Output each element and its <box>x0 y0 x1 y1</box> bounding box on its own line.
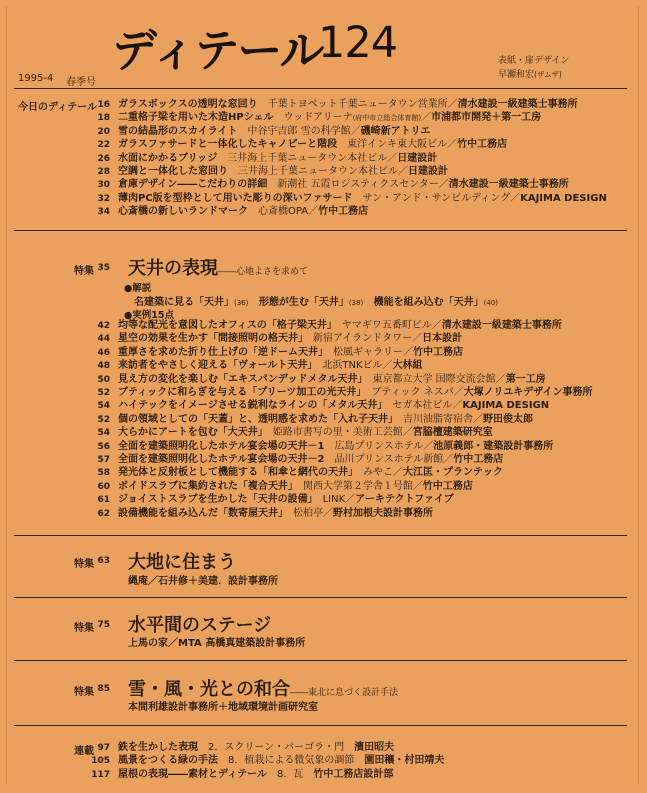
cover-credit <box>498 55 569 82</box>
feature3-title: 水平間のステージ <box>128 615 272 636</box>
case-item-designer: 宮脇檀建築研究室 <box>412 427 493 439</box>
case-item-project: 北浜TNKビル <box>322 360 383 372</box>
case-item-page: 46 <box>97 347 110 358</box>
feature3-label: 特集 <box>74 623 94 634</box>
case-item-designer: 大塚ノリユキデザイン事務所 <box>463 387 593 398</box>
case-item-designer: 竹中工務店 <box>422 480 473 492</box>
divider <box>14 535 627 536</box>
case-item-title: 星空の効果を生かす「間接照明の格天井」 <box>118 333 303 345</box>
case-item-designer: 池原義郎・建築設計事務所 <box>433 440 554 452</box>
case-item-page: 58 <box>97 468 110 479</box>
serial-item <box>118 769 393 781</box>
today-item: 空調と一体化した窓回り 三井海上千葉ニュータウン本社ビル／日建設計 <box>118 166 448 177</box>
today-item-designer: 竹中工務店 <box>318 206 369 218</box>
divider <box>14 660 627 661</box>
case-item-project: 関西大学第２学舎１号館 <box>302 480 413 492</box>
serial-item-page: 117 <box>91 769 110 780</box>
serial-item-episode: 8．瓦 <box>277 768 304 780</box>
case-item-page: 52 <box>97 388 110 398</box>
case-item: ブティックに和らぎを与える「プリーツ加工の光天井」 ブティック ネスパ／大塚ノリユキデザイン事務所 <box>118 387 593 398</box>
case-item-page: 52 <box>97 414 110 425</box>
today-item: ガラスボックスの透明な窓回り 千葉トヨペット千葉ニュータウン営業所／清水建設一級建築士事務所 <box>118 99 578 110</box>
issue-number: 124 <box>318 18 398 68</box>
case-item-project: 東京都立大学 国際交流会館 <box>372 373 496 385</box>
today-item-page: 34 <box>97 207 110 218</box>
today-item: 倉庫デザイン――こだわりの詳細 新潮社 五霞ロジスティクスセンター／清水建設一級建築士事務所 <box>118 179 569 191</box>
today-item-title: ガラスボックスの透明な窓回り <box>118 99 258 110</box>
case-item-project: セガ本社ビル <box>392 400 453 412</box>
case-item-project: ヤマギワ五番町ビル <box>341 320 432 331</box>
divider <box>14 725 627 726</box>
feature2-label: 特集 <box>74 559 94 570</box>
case-item-title: 来訪者をやさしく迎える「ヴォールト天井」 <box>118 360 313 372</box>
today-item-title: ガラスファサードと一体化したキャノピーと階段 <box>118 139 338 151</box>
serial-item-title: 屋根の表現――素材とディテール <box>118 768 267 780</box>
today-item-page: 32 <box>97 193 110 204</box>
case-item: 全面を建築照明化したホテル宴会場の天井－2 品川プリンスホテル新館／竹中工務店 <box>118 454 504 465</box>
today-item-title: 水面にかかるブリッジ <box>118 152 218 164</box>
case-item-project: 品川プリンスホテル新館 <box>334 454 444 465</box>
case-item-title: 個の領域としての「天蓋」と、透明感を求めた「入れ子天井」 <box>118 413 393 425</box>
case-item-project: 広島プリンスホテル <box>334 440 424 452</box>
serial-item-title: 鉄を生かした表現 <box>118 742 198 753</box>
case-item: ジョイストスラブを生かした「天井の設備」 LINK／アーキテクトファイブ <box>118 494 454 506</box>
case-item-title: 重厚さを求めた折り仕上げの「逆ドーム天井」 <box>118 346 323 358</box>
today-item-project: ウッドアリーナ <box>283 112 353 124</box>
case-item-designer: アーキテクトファイブ <box>355 494 454 506</box>
today-item-page: 16 <box>97 100 110 110</box>
case-item-title: 全面を建築照明化したホテル宴会場の天井－1 <box>118 440 325 452</box>
explain-item-page: (36) <box>234 299 249 307</box>
case-item: 来訪者をやさしく迎える「ヴォールト天井」 北浜TNKビル／大林組 <box>118 360 423 372</box>
feature2-designer: 石井修＋美建．設計事務所 <box>158 576 278 587</box>
case-item: 重厚さを求めた折り仕上げの「逆ドーム天井」 松風ギャラリー／竹中工務店 <box>118 346 463 358</box>
feature3-designer: MTA 高橋真建築設計事務所 <box>178 638 306 649</box>
today-item-designer: 磯崎新アトリエ <box>360 125 431 137</box>
today-item: 心斎橋の新しいランドマーク 心斎橋OPA／竹中工務店 <box>118 206 369 218</box>
case-item-project: 姫路市書写の里・美術工芸館 <box>272 427 403 439</box>
today-item-page: 30 <box>97 180 110 191</box>
serial-item-title: 風景をつくる緑の手法 <box>118 755 218 767</box>
case-item-title: 均等な配光を意図したオフィスの「格子梁天井」 <box>118 320 332 331</box>
serial-item-episode: 2．スクリーン・パーゴラ・門 <box>208 742 345 753</box>
case-item-title: 全面を建築照明化したホテル宴会場の天井－2 <box>118 454 325 465</box>
serial-item-author: 園田穰・村田靖夫 <box>364 755 445 767</box>
divider <box>14 88 627 89</box>
today-item: 二重格子梁を用いた木造HPシェル ウッドアリーナ(府中市立総合体育館)／市浦都市開発＋第一工房 <box>118 112 542 124</box>
serial-item <box>118 742 394 754</box>
issue-season: 春季号 <box>66 77 96 88</box>
today-item-title: 倉庫デザイン――こだわりの詳細 <box>118 179 268 191</box>
today-item-page: 18 <box>97 113 110 124</box>
today-item-designer: KAJIMA DESIGN <box>520 192 607 204</box>
serial-item-page: 97 <box>97 743 110 753</box>
case-item: 均等な配光を意図したオフィスの「格子梁天井」 ヤマギワ五番町ビル／清水建設一級建築士事務所 <box>118 320 562 331</box>
case-item-title: ボイドスラブに集約された「複合天井」 <box>118 480 293 492</box>
serial-item-author: 竹中工務店設計部 <box>313 768 394 780</box>
case-item: 星空の効果を生かす「間接照明の格天井」 新宿アイランドタワー／日本設計 <box>118 333 463 345</box>
feature2-credit: 縄庵／石井修＋美建．設計事務所 <box>128 576 278 587</box>
case-item-title: ジョイストスラブを生かした「天井の設備」 <box>118 494 313 506</box>
today-item-project: 東洋インキ東大阪ビル <box>347 139 448 151</box>
case-item-project: ブティック ネスパ <box>371 387 454 398</box>
today-item-page: 28 <box>97 167 110 177</box>
explain-item-page: (38) <box>348 299 364 307</box>
serial-item-page: 105 <box>91 756 110 767</box>
today-item-designer: 市浦都市開発＋第一工房 <box>431 112 542 124</box>
case-item-project: 吉川油脂寄宿舎 <box>403 413 473 425</box>
divider <box>14 597 627 598</box>
today-item-designer: 清水建設一級建築士事務所 <box>457 99 578 110</box>
today-item: 薄肉PC版を型枠として用いた彫りの深いファサード サン・アンド・サンビルディング／KAJIMA DESIGN <box>118 192 607 204</box>
feature3-project: 上馬の家 <box>128 638 168 649</box>
feature1-title <box>128 254 308 280</box>
serial-label: 連載 <box>74 746 94 757</box>
case-item: ボイドスラブに集約された「複合天井」 関西大学第２学舎１号館／竹中工務店 <box>118 480 473 492</box>
explain-item: 形態が生む「天井」 <box>258 297 349 308</box>
explain-label: ●解説 <box>124 283 152 294</box>
case-item-project: LINK <box>322 494 346 506</box>
today-item-title: 心斎橋の新しいランドマーク <box>118 206 248 218</box>
case-item-project: 松風ギャラリー <box>333 346 403 358</box>
case-item-page: 61 <box>97 495 110 506</box>
divider <box>14 230 627 231</box>
feature4-label: 特集 <box>74 687 94 698</box>
today-item-title: 二重格子梁を用いた木造HPシェル <box>118 112 274 124</box>
today-item: 水面にかかるブリッジ 三井海上千葉ニュータウン本社ビル／日建設計 <box>118 152 438 164</box>
case-item-title: ハイテックをイメージさせる鋭利なラインの「メタル天井」 <box>118 400 383 412</box>
feature2-page: 63 <box>97 556 110 566</box>
feature1-title-text: 天井の表現 <box>128 258 218 279</box>
case-item-page: 56 <box>97 441 110 452</box>
serial-item-author: 濱田昭夫 <box>354 742 395 753</box>
case-item-title: 見え方の変化を楽しむ「エキスパンデッドメタル天井」 <box>118 373 363 385</box>
feature1-page: 35 <box>97 263 110 273</box>
case-item: 全面を建築照明化したホテル宴会場の天井－1 広島プリンスホテル／池原義郎・建築設計事務所 <box>118 440 554 452</box>
case-item-project: 新宿アイランドタワー <box>313 333 413 345</box>
case-item-title: ブティックに和らぎを与える「プリーツ加工の光天井」 <box>118 387 362 398</box>
today-item-project: 千葉トヨペット千葉ニュータウン営業所 <box>267 99 448 110</box>
case-item-designer: 竹中工務店 <box>453 454 504 465</box>
cases-label: ●実例15点 <box>124 310 175 321</box>
cover-designer: 早瀬和宏 <box>498 70 535 80</box>
case-item: 発光体と反射板として機能する「和傘と網代の天井」 みやこ／大江匡・プランテック <box>118 467 503 479</box>
feature4-designer: 本間利雄設計事務所＋地域環境計画研究室 <box>128 702 318 713</box>
case-item: 個の領域としての「天蓋」と、透明感を求めた「入れ子天井」 吉川油脂寄宿舎／野田俊太郎 <box>118 413 533 425</box>
explain-item-page: (40) <box>483 299 499 307</box>
today-item-project: 中谷宇吉郎 雪の科学館 <box>247 125 351 137</box>
feature2-title: 大地に住まう <box>128 552 236 573</box>
today-item-designer: 清水建設一級建築士事務所 <box>448 179 569 191</box>
today-item-page: 20 <box>97 126 110 137</box>
today-item-project: 三井海上千葉ニュータウン本社ビル <box>227 152 388 164</box>
feature3-page: 75 <box>97 620 110 630</box>
today-item-title: 薄肉PC版を型枠として用いた彫りの深いファサード <box>118 192 353 204</box>
today-item-designer: 竹中工務店 <box>457 139 508 151</box>
case-item-designer: 野田俊太郎 <box>483 413 533 425</box>
case-item: 見え方の変化を楽しむ「エキスパンデッドメタル天井」 東京都立大学 国際交流会館／第一工房 <box>118 373 546 385</box>
cover-credit-label: 表紙・扉デザイン <box>498 56 570 66</box>
case-item: ハイテックをイメージさせる鋭利なラインの「メタル天井」 セガ本社ビル／KAJIMA DESIGN <box>118 400 550 412</box>
feature4-page: 85 <box>97 684 110 694</box>
feature4-title-text: 雪・風・光との和合 <box>128 679 290 700</box>
today-item-title: 空調と一体化した窓回り <box>118 166 228 177</box>
today-item-designer: 日建設計 <box>397 152 438 164</box>
case-item-page: 50 <box>97 374 110 385</box>
case-item-designer: 大江匡・プランテック <box>403 467 503 479</box>
case-item-page: 44 <box>97 334 110 345</box>
feature1-label: 特集 <box>74 266 94 277</box>
case-item-page: 54 <box>97 428 110 439</box>
feature2-project: 縄庵 <box>128 576 148 587</box>
today-item-page: 26 <box>97 153 110 164</box>
case-item-designer: KAJIMA DESIGN <box>462 400 550 412</box>
serial-item-episode: 8．植栽による微気象の調節 <box>228 755 355 767</box>
case-item-project: 松柏亭 <box>293 507 323 519</box>
today-item-project: 新潮社 五霞ロジスティクスセンター <box>277 179 439 191</box>
today-item-project: 三井海上千葉ニュータウン本社ビル <box>238 166 398 177</box>
explain-item: 名建築に見る「天井」 <box>134 297 234 308</box>
feature1-subtitle: ――心地よさを求めて <box>218 267 309 277</box>
today-item-title: 雪の結晶形のスカイライト <box>118 125 238 137</box>
today-item-page: 22 <box>97 140 110 151</box>
issue-date: 1995-4 <box>18 73 54 84</box>
case-item: 設備機能を組み込んだ「数寄屋天井」 松柏亭／野村加根夫設計事務所 <box>118 507 433 519</box>
today-item-designer: 日建設計 <box>408 166 448 177</box>
case-item-title: 設備機能を組み込んだ「数寄屋天井」 <box>118 507 283 519</box>
case-item-page: 42 <box>97 321 110 331</box>
feature4-subtitle: ――東北に息づく設計手法 <box>290 688 399 698</box>
case-item-designer: 竹中工務店 <box>413 346 463 358</box>
case-item-page: 57 <box>97 455 110 465</box>
magazine-title: ディテール <box>112 24 323 77</box>
case-item-page: 54 <box>97 401 110 412</box>
explain-item: 機能を組み込む「天井」 <box>373 297 484 308</box>
today-item-project: サン・アンド・サンビルディング <box>362 192 511 204</box>
explain-items <box>134 293 498 308</box>
case-item-title: 発光体と反射板として機能する「和傘と網代の天井」 <box>118 467 353 479</box>
case-item-page: 60 <box>97 481 110 492</box>
today-item-project-note: (府中市立総合体育館) <box>352 114 422 123</box>
case-item: 大らかにアートを包む「大天井」 姫路市書写の里・美術工芸館／宮脇檀建築研究室 <box>118 427 493 439</box>
today-item: ガラスファサードと一体化したキャノピーと階段 東洋インキ東大阪ビル／竹中工務店 <box>118 139 508 151</box>
case-item-title: 大らかにアートを包む「大天井」 <box>118 427 263 439</box>
case-item-designer: 日本設計 <box>422 333 463 345</box>
case-item-page: 48 <box>97 361 110 372</box>
case-item-designer: 第一工房 <box>505 373 546 385</box>
cover-designer-note: (ザムザ) <box>534 70 562 79</box>
case-item-designer: 清水建設一級建築士事務所 <box>441 320 562 331</box>
section-label-today: 今日のディテール <box>18 102 97 113</box>
case-item-designer: 野村加根夫設計事務所 <box>333 507 433 519</box>
serial-item <box>118 755 444 767</box>
case-item-designer: 大林組 <box>392 360 423 372</box>
today-item: 雪の結晶形のスカイライト 中谷宇吉郎 雪の科学館／磯崎新アトリエ <box>118 125 431 137</box>
case-item-page: 62 <box>97 508 110 519</box>
case-item-project: みやこ <box>363 467 393 479</box>
feature3-credit: 上馬の家／MTA 高橋真建築設計事務所 <box>128 638 306 649</box>
today-item-project: 心斎橋OPA <box>258 206 309 218</box>
